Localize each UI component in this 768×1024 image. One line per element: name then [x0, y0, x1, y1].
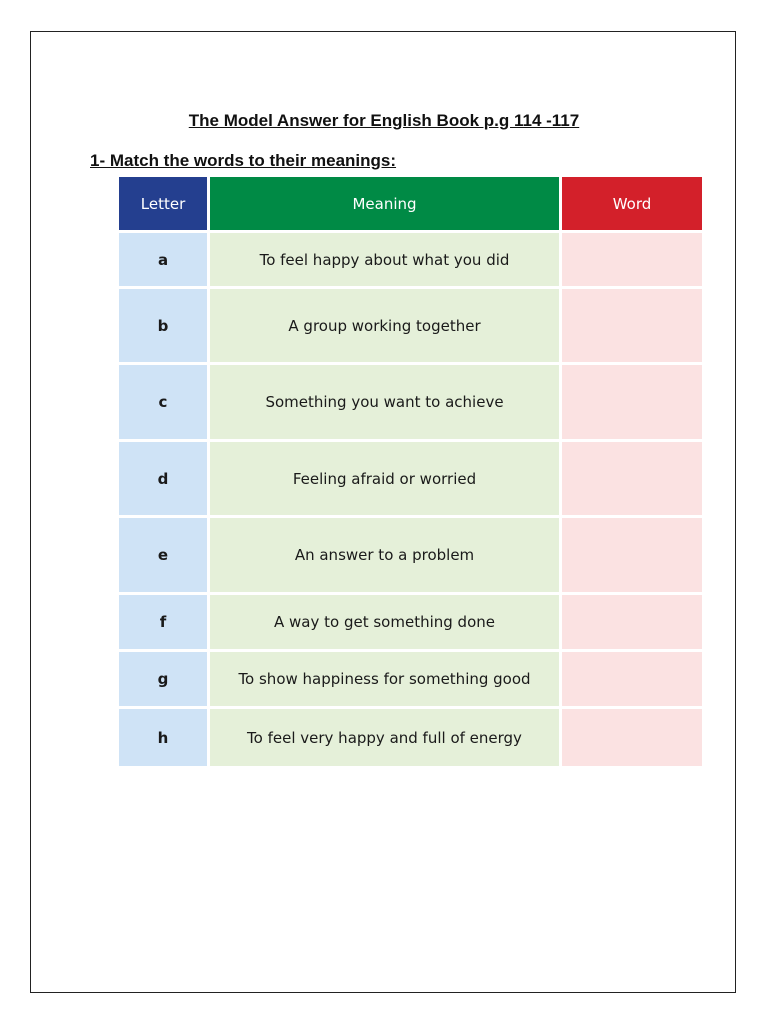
- header-meaning: Meaning: [210, 177, 562, 233]
- header-letter: Letter: [119, 177, 210, 233]
- row-letter: a: [119, 233, 210, 289]
- row-letter: e: [119, 518, 210, 595]
- section-heading: 1- Match the words to their meanings:: [90, 151, 397, 170]
- header-word: Word: [562, 177, 702, 233]
- row-letter: d: [119, 442, 210, 518]
- document-title: The Model Answer for English Book p.g 114 -117: [188, 111, 580, 130]
- row-word-answer[interactable]: [562, 233, 702, 289]
- row-meaning: An answer to a problem: [210, 518, 562, 595]
- table-row: [119, 595, 702, 652]
- row-word-answer[interactable]: [562, 595, 702, 652]
- row-meaning: To show happiness for something good: [210, 652, 562, 709]
- row-meaning: Feeling afraid or worried: [210, 442, 562, 518]
- table-row: [119, 233, 702, 289]
- row-meaning: A group working together: [210, 289, 562, 365]
- row-word-answer[interactable]: [562, 518, 702, 595]
- row-letter: g: [119, 652, 210, 709]
- row-letter: h: [119, 709, 210, 766]
- row-meaning: To feel happy about what you did: [210, 233, 562, 289]
- row-letter: c: [119, 365, 210, 442]
- row-word-answer[interactable]: [562, 709, 702, 766]
- row-word-answer[interactable]: [562, 442, 702, 518]
- table-row: [119, 518, 702, 595]
- table-row: [119, 289, 702, 365]
- table-row: [119, 442, 702, 518]
- matching-table: [119, 177, 702, 766]
- row-word-answer[interactable]: [562, 365, 702, 442]
- row-meaning: To feel very happy and full of energy: [210, 709, 562, 766]
- row-meaning: Something you want to achieve: [210, 365, 562, 442]
- table-row: [119, 709, 702, 766]
- row-letter: f: [119, 595, 210, 652]
- table-row: [119, 652, 702, 709]
- table-header-row: [119, 177, 702, 233]
- row-meaning: A way to get something done: [210, 595, 562, 652]
- table-row: [119, 365, 702, 442]
- row-word-answer[interactable]: [562, 652, 702, 709]
- row-word-answer[interactable]: [562, 289, 702, 365]
- row-letter: b: [119, 289, 210, 365]
